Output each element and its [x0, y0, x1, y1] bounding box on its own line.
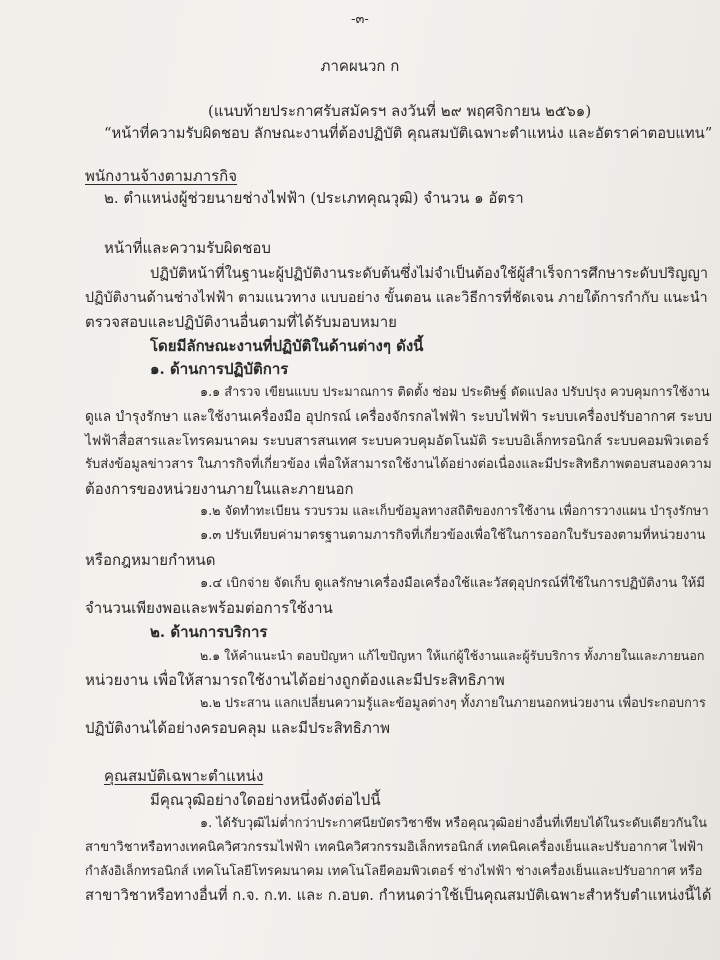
section-title: พนักงานจ้างตามภารกิจ [85, 167, 238, 185]
duties-paragraph-line: ตรวจสอบและปฏิบัติงานอื่นตามที่ได้รับมอบหมาย [85, 313, 397, 331]
item-1-3-line: ๑.๓ ปรับเทียบค่ามาตรฐานตามภารกิจที่เกี่ยวข้องเพื่อใช้ในการออกใบรับรองตามที่หน่วยงาน [200, 528, 706, 543]
qualification-1-line: สาขาวิชาหรือทางเทคนิควิศวกรรมไฟฟ้า เทคนิควิศวกรรมอิเล็กทรอนิกส์ เทคนิคเครื่องเย็นและปรับอากาศ ไฟฟ้า [85, 840, 704, 855]
area-2-title: ๒. ด้านการบริการ [150, 623, 268, 641]
item-1-1-line: ไฟฟ้าสื่อสารและโทรคมนาคม ระบบสารสนเทศ ระบบควบคุมอัตโนมัติ ระบบอิเล็กทรอนิกส์ ระบบคอมพิวเตอร์ [85, 433, 710, 449]
qualification-1-line: สาขาวิชาหรือทางอื่นที่ ก.จ. ก.ท. และ ก.อบต. กำหนดว่าใช้เป็นคุณสมบัติเฉพาะสำหรับตำแหน่งนี้ได้ [85, 887, 712, 904]
qualifications-title: คุณสมบัติเฉพาะตำแหน่ง [104, 767, 264, 785]
duties-paragraph-line: ปฏิบัติงานด้านช่างไฟฟ้า ตามแนวทาง แบบอย่าง ขั้นตอน และวิธีการที่ชัดเจน ภายใต้การกำกับ แนะนำ [85, 290, 708, 306]
duties-paragraph-line: ปฏิบัติหน้าที่ในฐานะผู้ปฏิบัติงานระดับต้นซึ่งไม่จำเป็นต้องใช้ผู้สำเร็จการศึกษาระดับปริญญา [150, 266, 709, 282]
document-subtitle: “หน้าที่ความรับผิดชอบ ลักษณะงานที่ต้องปฏิบัติ คุณสมบัติเฉพาะตำแหน่ง และอัตราค่าตอบแทน” [104, 125, 713, 142]
item-2-1-line: ๒.๑ ให้คำแนะนำ ตอบปัญหา แก้ไขปัญหา ให้แก่ผู้ใช้งานและผู้รับบริการ ทั้งภายในและภายนอก [200, 648, 705, 663]
item-1-1-line: ต้องการของหน่วยงานภายในและภายนอก [85, 480, 354, 498]
qualification-1-line: ๑. ได้รับวุฒิไม่ต่ำกว่าประกาศนียบัตรวิชาชีพ หรือคุณวุฒิอย่างอื่นที่เทียบได้ในระดับเดียวกันใน [200, 816, 707, 831]
announcement-subheading: (แนบท้ายประกาศรับสมัครฯ ลงวันที่ ๒๙ พฤศจิกายน ๒๕๖๑) [208, 102, 592, 120]
position-line: ๒. ตำแหน่งผู้ช่วยนายช่างไฟฟ้า (ประเภทคุณวุฒิ) จำนวน ๑ อัตรา [104, 189, 524, 207]
item-2-2-line: ปฏิบัติงานได้อย่างครอบคลุม และมีประสิทธิภาพ [85, 719, 391, 737]
item-1-1-line: รับส่งข้อมูลข่าวสาร ในภารกิจที่เกี่ยวข้อง เพื่อให้สามารถใช้งานได้อย่างต่อเนื่องและมีประสิทธิภาพตอบสนองความ [85, 457, 712, 472]
work-areas-title: โดยมีลักษณะงานที่ปฏิบัติในด้านต่างๆ ดังนี้ [150, 337, 424, 355]
item-1-2: ๑.๒ จัดทำทะเบียน รวบรวม และเก็บข้อมูลทางสถิติของการใช้งาน เพื่อการวางแผน บำรุงรักษา [200, 504, 709, 519]
item-2-1-line: หน่วยงาน เพื่อให้สามารถใช้งานได้อย่างถูกต้องและมีประสิทธิภาพ [85, 671, 505, 689]
item-1-4-line: ๑.๔ เบิกจ่าย จัดเก็บ ดูแลรักษาเครื่องมือเครื่องใช้และวัสดุอุปกรณ์ที่ใช้ในการปฏิบัติงาน ให้มี [200, 576, 705, 591]
duties-title: หน้าที่และความรับผิดชอบ [104, 239, 271, 257]
item-2-2-line: ๒.๒ ประสาน แลกเปลี่ยนความรู้และข้อมูลต่างๆ ทั้งภายในภายนอกหน่วยงาน เพื่อประกอบการ [200, 696, 706, 711]
item-1-1-line: ๑.๑ สำรวจ เขียนแบบ ประมาณการ ติดตั้ง ซ่อม ประดิษฐ์ ดัดแปลง ปรับปรุง ควบคุมการใช้งาน [200, 385, 710, 400]
item-1-1-line: ดูแล บำรุงรักษา และใช้งานเครื่องมือ อุปกรณ์ เครื่องจักรกลไฟฟ้า ระบบไฟฟ้า ระบบเครื่องปรับอากาศ ระบบ [85, 409, 712, 425]
qualifications-intro: มีคุณวุฒิอย่างใดอย่างหนึ่งดังต่อไปนี้ [150, 791, 381, 809]
item-1-4-line: จำนวนเพียงพอและพร้อมต่อการใช้งาน [85, 599, 333, 617]
appendix-heading: ภาคผนวก ก [320, 57, 400, 75]
page-number: -๓- [351, 12, 369, 27]
item-1-3-line: หรือกฎหมายกำหนด [85, 551, 216, 569]
area-1-title: ๑. ด้านการปฏิบัติการ [150, 360, 289, 378]
qualification-1-line: กำลังอิเล็กทรอนิกส์ เทคโนโลยีโทรคมนาคม เทคโนโลยีคอมพิวเตอร์ ช่างไฟฟ้า ช่างเครื่องเย็นและปรับอากาศ หรือ [85, 864, 703, 879]
